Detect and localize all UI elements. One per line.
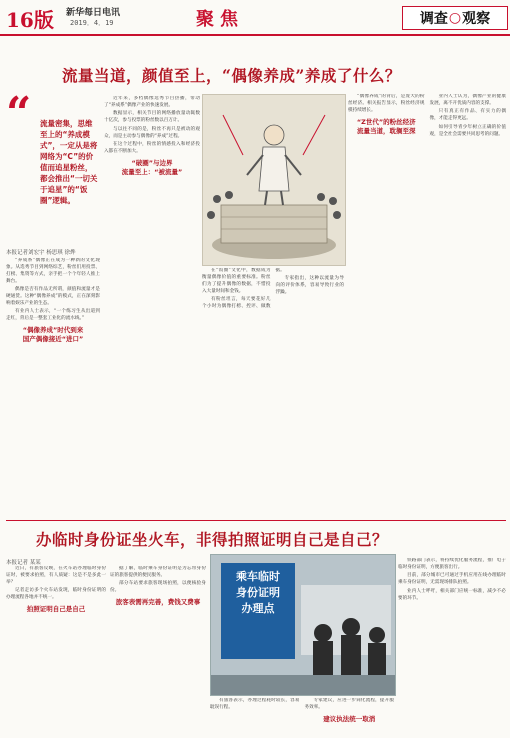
paragraph: 目前，部分城市已可通过手机应用在线办理临时乘车身份证明，无需现场排队拍照。 [398,573,506,586]
quote-mark-icon: “ [6,88,32,139]
photo-sign [223,569,293,617]
article1-column-2 [104,96,200,518]
article2-headline: 办临时身份证坐火车，非得拍照证明自己是自己？ [36,530,389,549]
paper-name: 新华每日电讯 [66,8,121,18]
paragraph: 在“饭圈”文化中，数据成为衡量偶像价值的重要标准。粉丝们为了提升偶像的数据，不惜投入大量时间和金钱。 [202,268,271,294]
stage-illustration-icon [203,95,345,265]
article1-illustration [202,94,346,266]
column-name-left: 调查 [419,11,448,27]
article2-byline: 本报记者 某某 [6,560,41,566]
page-number: 16版 [6,8,54,32]
article1-dek: 流量密集，思维至上的“养成模式”，一定从是将网络为“C”的价值而追星粉丝，都会推出“一切关于追星”的“饭圈”逻辑。 [40,119,98,205]
paragraph: 有业内人士表示，“一个练习生从出道到走红，背后是一整套工业化的流水线。” [6,309,100,322]
article2-column-4 [398,558,506,734]
subhead: 旅客表需再完善，费钱又费事 [115,598,201,607]
subhead: “破圈”与边界 流量至上：“被流量” [121,158,183,176]
paragraph: 部分车站要求旅客现场拍照，以便核验身份。 [110,581,206,594]
article2-photo [210,554,396,696]
article1-byline: 本报记者刘宏宇 杨思琪 徐烨 [6,250,76,256]
subhead: “偶像养成”时代到来 国产偶像接近“进口” [22,326,84,344]
article2-column-1 [6,566,106,734]
paper-date: 2019．4．19 [70,19,114,27]
paragraph: “偶像养成”的背后，是庞大的粉丝经济。相关报告显示，粉丝经济规模持续增长。 [348,94,425,113]
paragraph: 业内人士认为，偶像产业的健康发展，离不开优质内容的支撑。 [429,94,506,106]
paragraph: 专家建议，应进一步简化流程，提升服务效率。 [304,698,394,710]
paragraph: 近年来，多档偶像选秀节目热播，带动了“养成系”偶像产业的快速发展。 [104,96,200,108]
photo-sign-line: 身份证明 [236,586,280,599]
article-divider [6,520,506,521]
paragraph: 有旅客表示，办理过程耗时较长，容易耽误行程。 [210,698,300,710]
subhead: “Z世代”的粉丝经济 流量当道，耽搁至深 [356,117,416,135]
paragraph: 有粉丝坦言，每天要花好几个小时为偶像打榜、控评、做数据。 [202,268,285,310]
paragraph: 近日，有旅客反映，在火车站办理临时身份证时，被要求拍照，有人质疑：这是不是多此一举？ [6,566,106,585]
article2-column-3 [210,698,394,734]
paragraph: 铁路部门表示，将持续优化服务流程，推广电子临时身份证明，方便旅客出行。 [398,558,506,570]
subhead: 拍照证明自己是自己 [26,605,86,614]
paragraph: 只有真正有作品、有实力的偶像，才能走得更远。 [429,109,506,122]
paragraph: 与以往不同的是，粉丝不再只是被动的观众，而是主动参与偶像的“养成”过程。 [104,126,200,139]
paragraph: 据了解，临时乘车身份证明是为忘带身份证的旅客提供的便民服务。 [110,566,206,578]
paragraph: 业内人士呼吁，相关部门应统一标准，减少不必要的环节。 [398,588,506,601]
column-badge [402,6,508,30]
subhead: 建议执法统一取消 [323,714,376,723]
photo-sign-line: 乘车临时 [236,570,280,583]
article1-headline: 流量当道，颜值至上，“偶像养成”养成了什么？ [62,66,401,85]
photo-sign-line: 办理点 [241,602,275,615]
article2-column-2 [110,566,206,734]
paragraph: “养成系”偶像正在成为一种新的文化现象。从选秀节目到网络综艺，粉丝们用投票、打榜、集资等方式，亲手把一个个年轻人推上舞台。 [6,258,100,284]
paragraph: 在这个过程中，粉丝的情感投入和经济投入都在不断加大。 [104,141,200,154]
paragraph: 专家指出，这种以流量为导向的评价体系，容易导致行业的浮躁。 [275,276,344,296]
section-title: 聚焦 [196,9,244,30]
article1-column-1 [6,258,100,518]
column-dot-icon: ○ [448,10,462,26]
paragraph: 如何引导青少年树立正确的价值观，是全社会需要共同思考的问题。 [429,124,506,137]
article1-column-3 [202,268,344,518]
article1-column-4 [348,94,506,518]
column-name-right: 观察 [462,11,491,27]
paragraph: 记者走访多个火车站发现，临时身份证明的办理流程各地并不统一。 [6,588,106,601]
paragraph: 偶像是否有作品无所谓，颜值和流量才是硬通货。这种“偶像养成”的模式，正在深刻影响着娱乐产业的生态。 [6,287,100,306]
paragraph: 数据显示，相关节目的网络播放量动辄数十亿次，参与投票的粉丝数以百万计。 [104,111,200,124]
